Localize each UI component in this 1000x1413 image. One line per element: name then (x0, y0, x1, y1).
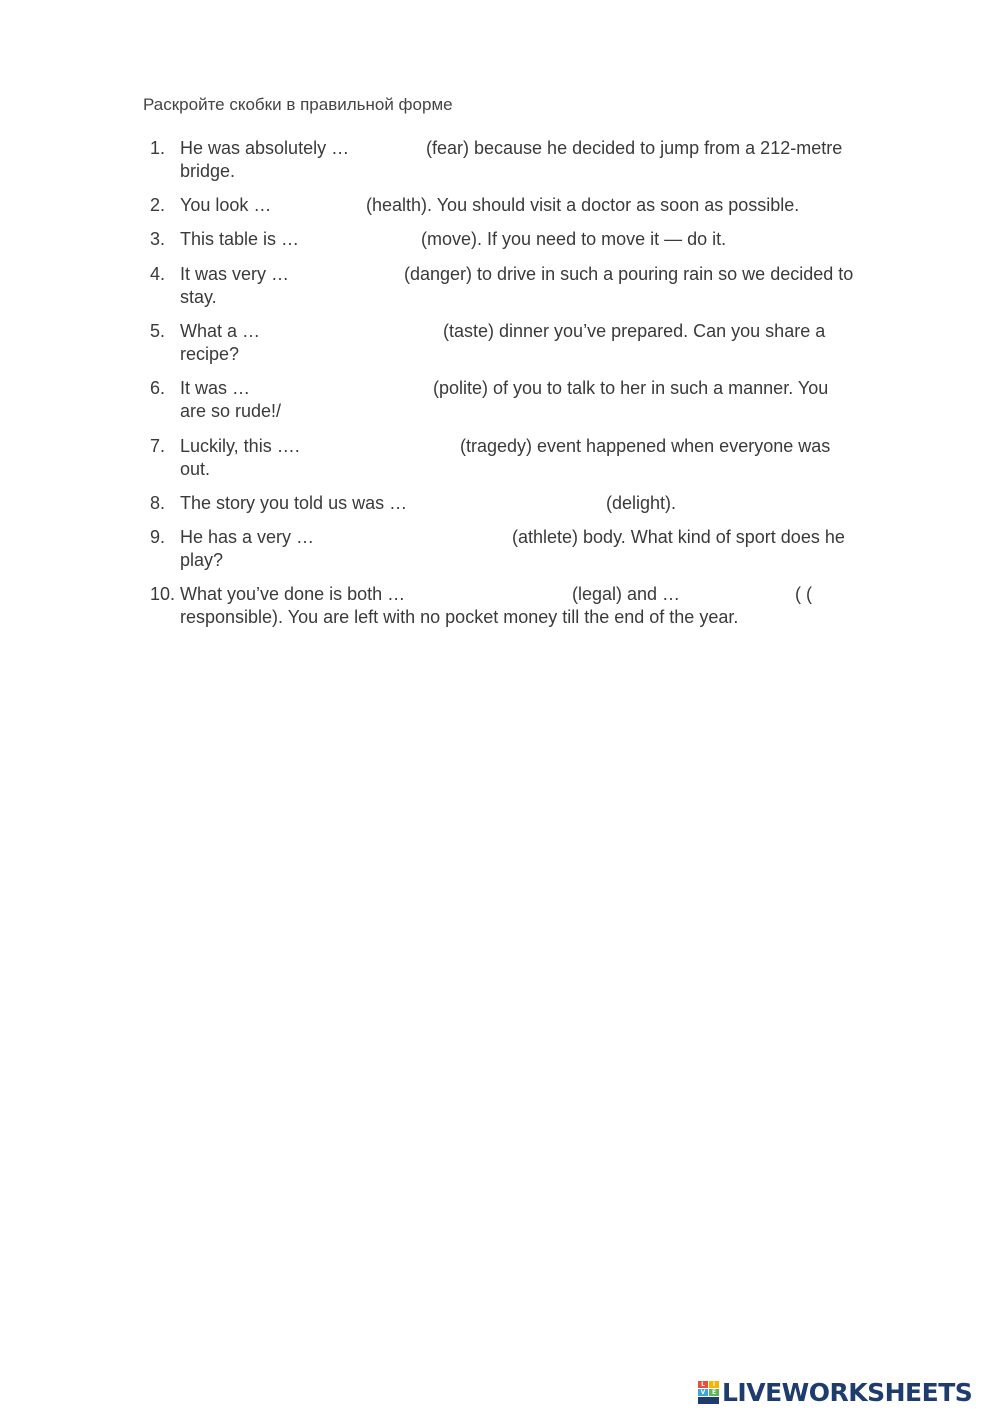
list-item (150, 320, 910, 366)
item-rest: (taste) dinner you’ve prepared. Can you share a (443, 321, 826, 341)
list-item (150, 228, 910, 251)
item-rest: (move). If you need to move it — do it. (421, 229, 727, 249)
item-prefix: It was very … (180, 264, 290, 284)
logo-text: LIVEWORKSHEETS (722, 1378, 973, 1407)
instruction-heading: Раскройте скобки в правильной форме (143, 95, 453, 114)
list-item (150, 194, 910, 217)
item-rest: (fear) because he decided to jump from a 212-metre (426, 138, 843, 158)
item-middle: (legal) and … (572, 584, 681, 604)
item-number: 3. (150, 229, 166, 249)
liveworksheets-logo (698, 1378, 998, 1408)
item-rest: (tragedy) event happened when everyone was (460, 436, 831, 456)
item-number: 2. (150, 195, 166, 215)
list-item (150, 526, 910, 572)
item-number: 10. (150, 584, 176, 604)
list-item (150, 492, 910, 515)
logo-squares-icon (698, 1381, 720, 1405)
item-number: 6. (150, 378, 166, 398)
item-continuation: play? (180, 550, 224, 570)
item-rest: (polite) of you to talk to her in such a manner. You (433, 378, 829, 398)
logo-square: E (709, 1389, 719, 1396)
list-item (150, 435, 910, 481)
item-prefix: What you’ve done is both … (180, 584, 406, 604)
item-prefix: It was … (180, 378, 251, 398)
item-prefix: He has a very … (180, 527, 315, 547)
item-prefix: This table is … (180, 229, 300, 249)
item-number: 7. (150, 436, 166, 456)
item-prefix: He was absolutely … (180, 138, 350, 158)
item-number: 1. (150, 138, 166, 158)
item-continuation: bridge. (180, 161, 236, 181)
item-prefix: Luckily, this …. (180, 436, 300, 456)
item-rest: (health). You should visit a doctor as soon as possible. (366, 195, 800, 215)
item-rest: (athlete) body. What kind of sport does he (512, 527, 845, 547)
item-number: 5. (150, 321, 166, 341)
logo-square: I (709, 1381, 719, 1388)
item-continuation: stay. (180, 287, 217, 307)
item-continuation: are so rude!/ (180, 401, 282, 421)
item-number: 4. (150, 264, 166, 284)
list-item (150, 377, 910, 423)
item-continuation: responsible). You are left with no pocket money till the end of the year. (180, 607, 739, 627)
list-item (150, 137, 910, 183)
item-rest: ( ( (795, 584, 812, 604)
item-prefix: You look … (180, 195, 272, 215)
item-prefix: The story you told us was … (180, 493, 408, 513)
item-number: 9. (150, 527, 166, 547)
logo-square: V (698, 1389, 708, 1396)
item-prefix: What a … (180, 321, 261, 341)
item-continuation: recipe? (180, 344, 240, 364)
item-rest: (danger) to drive in such a pouring rain so we decided to (404, 264, 854, 284)
logo-square (698, 1397, 719, 1404)
list-item (150, 583, 910, 629)
logo-square: L (698, 1381, 708, 1388)
item-rest: (delight). (606, 493, 677, 513)
item-continuation: out. (180, 459, 211, 479)
item-number: 8. (150, 493, 166, 513)
list-item (150, 263, 910, 309)
